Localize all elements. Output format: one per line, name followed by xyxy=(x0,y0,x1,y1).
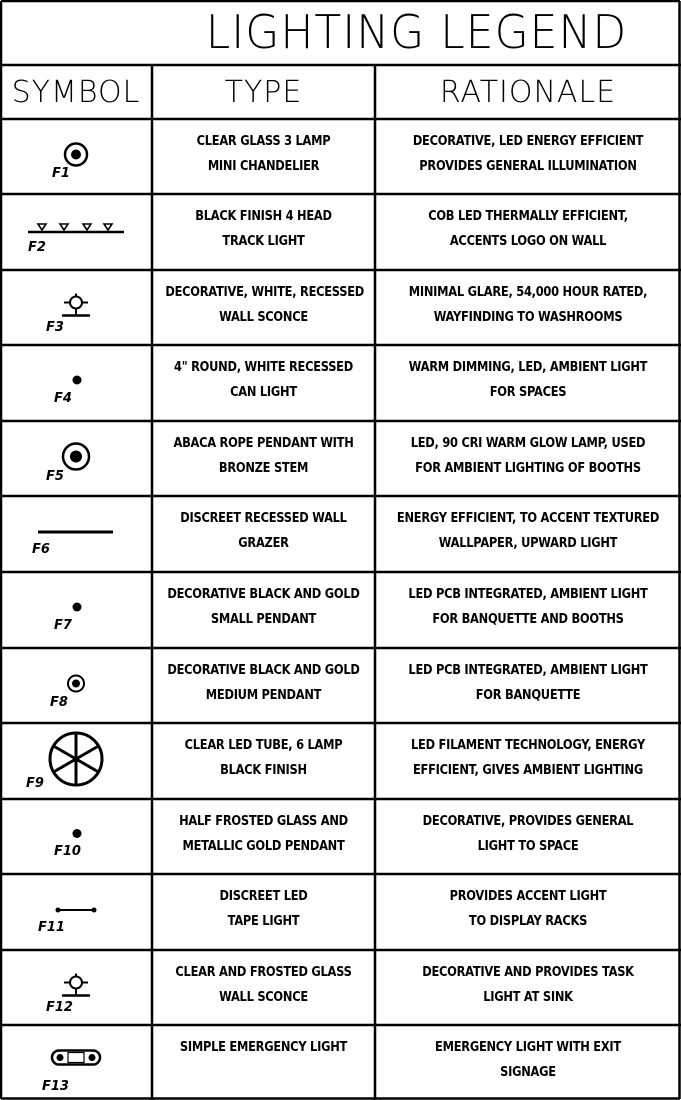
type-cell xyxy=(165,733,361,783)
symbol-cell xyxy=(0,648,152,723)
type-cell-line: WALL SCONCE xyxy=(219,990,308,1005)
rationale-cell-line: COB LED THERMALLY EFFICIENT, xyxy=(428,209,628,224)
table-row xyxy=(0,723,681,799)
symbol-cell xyxy=(0,723,152,799)
type-cell-line: 4" ROUND, WHITE RECESSED xyxy=(174,360,353,375)
rationale-cell xyxy=(393,129,662,179)
type-cell xyxy=(165,960,361,1010)
type-cell-line: WALL SCONCE xyxy=(219,310,308,325)
type-cell-line: MEDIUM PENDANT xyxy=(205,688,322,703)
type-cell-line: BLACK FINISH 4 HEAD xyxy=(195,209,332,224)
type-cell-line: GRAZER xyxy=(238,536,289,551)
rationale-cell-line: ENERGY EFFICIENT, TO ACCENT TEXTURED xyxy=(396,511,660,526)
table-row xyxy=(0,119,681,194)
symbol-cell xyxy=(0,950,152,1025)
symbol-cell xyxy=(0,874,152,950)
rationale-cell-line: TO DISPLAY RACKS xyxy=(468,914,588,929)
fixture-tag: F13 xyxy=(42,1079,69,1094)
rationale-cell-line: FOR SPACES xyxy=(489,385,567,400)
fixture-tag: F3 xyxy=(46,320,64,335)
type-cell-line: TAPE LIGHT xyxy=(227,914,300,929)
type-cell-line: DECORATIVE BLACK AND GOLD xyxy=(167,587,360,602)
table-row xyxy=(0,950,681,1025)
wheel-chandelier-icon xyxy=(0,723,152,799)
rationale-cell-line: DECORATIVE, LED ENERGY EFFICIENT xyxy=(412,134,644,149)
type-cell-line: METALLIC GOLD PENDANT xyxy=(182,839,345,854)
fixture-tag: F4 xyxy=(54,391,72,406)
fixture-tag: F8 xyxy=(50,695,68,710)
fixture-tag: F12 xyxy=(46,1000,73,1015)
fixture-tag: F1 xyxy=(52,166,70,181)
rationale-cell xyxy=(393,809,662,859)
type-cell-line: SMALL PENDANT xyxy=(210,612,317,627)
table-row xyxy=(0,345,681,421)
wall-sconce-icon xyxy=(0,950,152,1025)
type-cell-line: CLEAR AND FROSTED GLASS xyxy=(175,965,352,980)
rationale-cell-line: LIGHT AT SINK xyxy=(483,990,573,1005)
type-cell xyxy=(165,506,361,556)
fixture-tag: F7 xyxy=(54,618,72,633)
type-cell xyxy=(165,355,361,405)
symbol-cell xyxy=(0,345,152,421)
tape-light-icon xyxy=(0,874,152,950)
type-cell-line: CLEAR LED TUBE, 6 LAMP xyxy=(184,738,343,753)
rationale-cell-line: LED PCB INTEGRATED, AMBIENT LIGHT xyxy=(408,587,648,602)
type-cell xyxy=(165,280,365,330)
header-type: TYPE xyxy=(224,74,303,110)
table-row xyxy=(0,874,681,950)
symbol-cell xyxy=(0,119,152,194)
rationale-cell-line: LED PCB INTEGRATED, AMBIENT LIGHT xyxy=(408,663,648,678)
rationale-cell xyxy=(393,204,662,254)
rationale-cell-line: ACCENTS LOGO ON WALL xyxy=(449,234,607,249)
rationale-cell xyxy=(393,431,662,481)
rationale-cell-line: LED FILAMENT TECHNOLOGY, ENERGY xyxy=(411,738,645,753)
small-dot-icon xyxy=(0,799,152,874)
fixture-tag: F2 xyxy=(28,240,46,255)
fixture-tag: F11 xyxy=(38,920,65,935)
rationale-cell-line: SIGNAGE xyxy=(500,1065,556,1080)
rationale-cell xyxy=(393,506,662,556)
type-cell xyxy=(165,884,361,934)
type-cell-line: BRONZE STEM xyxy=(218,461,309,476)
type-cell-line: DISCREET RECESSED WALL xyxy=(180,511,347,526)
small-pendant-circle-dot-icon xyxy=(0,648,152,723)
rationale-cell xyxy=(393,733,662,783)
symbol-cell xyxy=(0,496,152,572)
type-cell-line: MINI CHANDELIER xyxy=(207,159,320,174)
type-cell xyxy=(165,129,361,179)
track-light-4-head-icon xyxy=(0,194,152,270)
large-pendant-circle-dot-icon xyxy=(0,421,152,496)
rationale-cell-line: DECORATIVE AND PROVIDES TASK xyxy=(422,965,634,980)
symbol-cell xyxy=(0,270,152,345)
rationale-cell-line: PROVIDES ACCENT LIGHT xyxy=(449,889,607,904)
rationale-cell xyxy=(393,1035,662,1085)
type-cell-line: ABACA ROPE PENDANT WITH xyxy=(173,436,354,451)
symbol-cell xyxy=(0,194,152,270)
fixture-tag: F9 xyxy=(26,776,44,791)
ceiling-pendant-circle-dot-icon xyxy=(0,119,152,194)
rationale-cell-line: MINIMAL GLARE, 54,000 HOUR RATED, xyxy=(408,285,648,300)
type-cell xyxy=(165,1035,361,1060)
type-cell-line: BLACK FINISH xyxy=(220,763,307,778)
table-row xyxy=(0,421,681,496)
symbol-cell xyxy=(0,421,152,496)
rationale-cell-line: FOR BANQUETTE xyxy=(475,688,581,703)
symbol-cell xyxy=(0,799,152,874)
rationale-cell xyxy=(393,355,662,405)
header-symbol: SYMBOL xyxy=(11,74,141,110)
type-cell-line: TRACK LIGHT xyxy=(222,234,305,249)
rationale-cell-line: WAYFINDING TO WASHROOMS xyxy=(433,310,623,325)
symbol-cell xyxy=(0,1025,152,1100)
emergency-light-icon xyxy=(0,1025,152,1100)
type-cell-line: CAN LIGHT xyxy=(230,385,297,400)
rationale-cell-line: DECORATIVE, PROVIDES GENERAL xyxy=(422,814,634,829)
rationale-cell xyxy=(393,280,662,330)
small-dot-icon xyxy=(0,572,152,648)
table-row xyxy=(0,648,681,723)
table-row xyxy=(0,1025,681,1100)
type-cell xyxy=(165,431,361,481)
type-cell-line: CLEAR GLASS 3 LAMP xyxy=(196,134,331,149)
type-cell-line: SIMPLE EMERGENCY LIGHT xyxy=(179,1040,348,1055)
rationale-cell-line: FOR BANQUETTE AND BOOTHS xyxy=(432,612,624,627)
rationale-cell-line: PROVIDES GENERAL ILLUMINATION xyxy=(419,159,637,174)
rationale-cell xyxy=(393,884,662,934)
fixture-tag: F5 xyxy=(46,469,64,484)
type-cell-line: HALF FROSTED GLASS AND xyxy=(179,814,348,829)
rationale-cell-line: EMERGENCY LIGHT WITH EXIT xyxy=(435,1040,621,1055)
symbol-cell xyxy=(0,572,152,648)
fixture-tag: F6 xyxy=(32,542,50,557)
table-row xyxy=(0,496,681,572)
wall-sconce-icon xyxy=(0,270,152,345)
wall-grazer-line-icon xyxy=(0,496,152,572)
rationale-cell xyxy=(393,658,662,708)
rationale-cell-line: FOR AMBIENT LIGHTING OF BOOTHS xyxy=(415,461,641,476)
table-row xyxy=(0,799,681,874)
type-cell xyxy=(165,204,361,254)
legend-title: LIGHTING LEGEND xyxy=(205,5,628,59)
rationale-cell-line: EFFICIENT, GIVES AMBIENT LIGHTING xyxy=(412,763,643,778)
rationale-cell-line: WARM DIMMING, LED, AMBIENT LIGHT xyxy=(408,360,648,375)
type-cell xyxy=(165,658,361,708)
header-rationale: RATIONALE xyxy=(439,74,617,110)
small-dot-icon xyxy=(0,345,152,421)
rationale-cell xyxy=(393,582,662,632)
table-row xyxy=(0,270,681,345)
fixture-tag: F10 xyxy=(54,844,81,859)
type-cell-line: DECORATIVE BLACK AND GOLD xyxy=(167,663,360,678)
type-cell xyxy=(165,582,361,632)
rationale-cell-line: WALLPAPER, UPWARD LIGHT xyxy=(438,536,618,551)
type-cell xyxy=(165,809,361,859)
table-row xyxy=(0,194,681,270)
type-cell-line: DECORATIVE, WHITE, RECESSED xyxy=(165,285,365,300)
rationale-cell-line: LED, 90 CRI WARM GLOW LAMP, USED xyxy=(410,436,646,451)
table-row xyxy=(0,572,681,648)
rationale-cell xyxy=(393,960,662,1010)
type-cell-line: DISCREET LED xyxy=(219,889,308,904)
rationale-cell-line: LIGHT TO SPACE xyxy=(477,839,579,854)
